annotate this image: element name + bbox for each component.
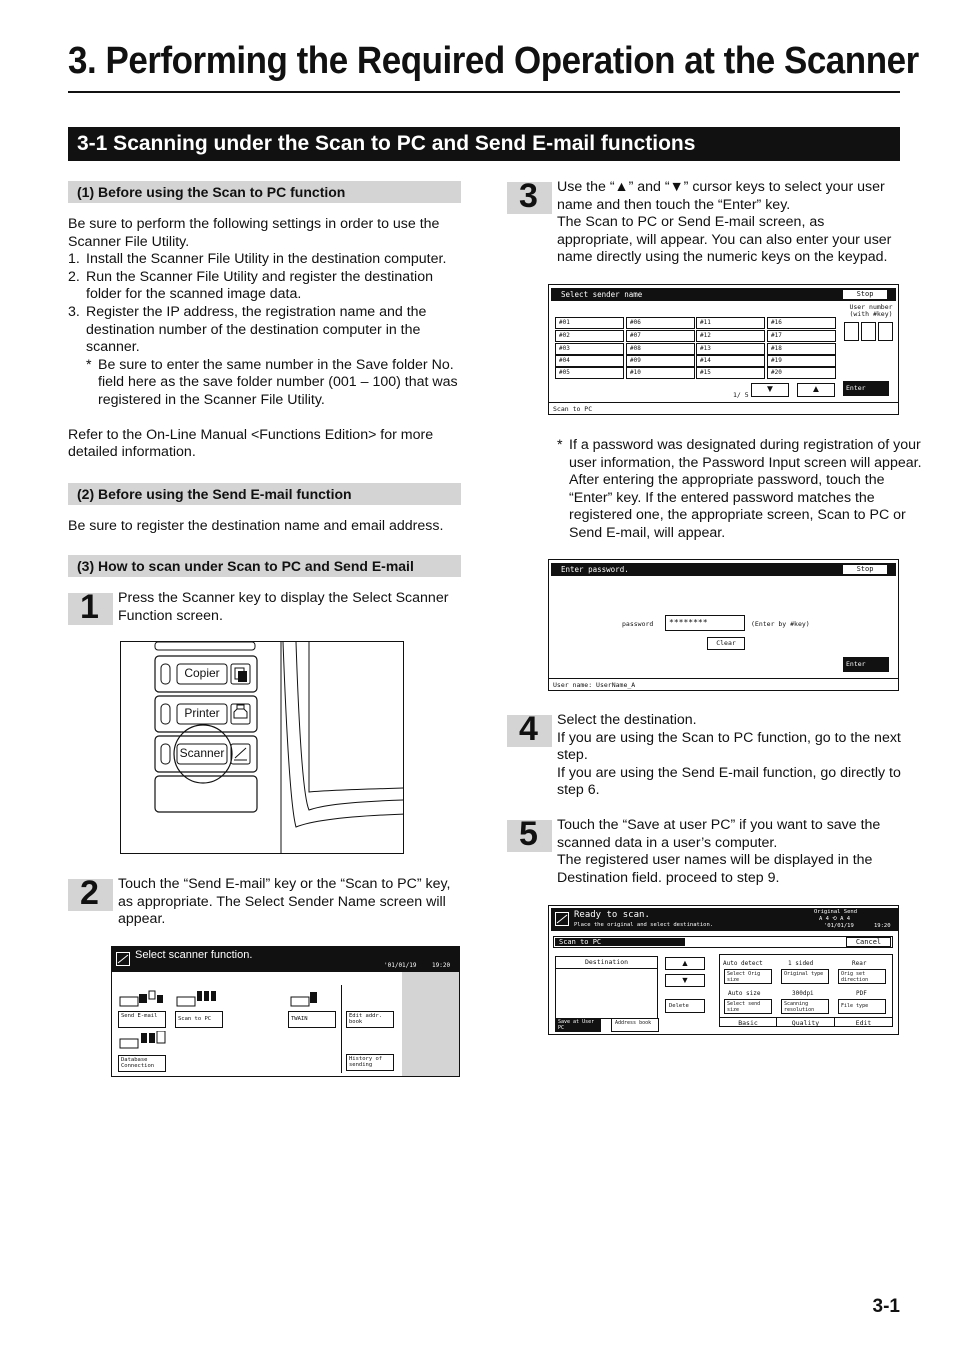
orig-set-direction-button[interactable]: Orig set direction — [838, 969, 886, 984]
screen-footer: User name: UserName_A — [553, 681, 636, 689]
sender-name-button[interactable]: #06 — [626, 317, 695, 329]
subsection-heading-1: (1) Before using the Scan to PC function — [68, 181, 461, 203]
panel-frame — [121, 642, 404, 854]
sender-name-button[interactable]: #13 — [696, 343, 765, 355]
step-number: 2 — [68, 879, 113, 911]
dpi-value: 300dpi — [792, 990, 814, 997]
screen-header: Enter password. Stop — [551, 563, 896, 576]
step3-note: * If a password was designated during registration of your user information, the Password Input screen will appear. After entering the appropriate password, touch the “Enter” key. If the entered password matches the registered one, the appropriate screen, Scan to PC or Send E-mail, will appear. — [557, 437, 922, 541]
note: * Be sure to enter the same number in the Save folder No. field here as the save folder number (001 – 100) that was registered in the Scanner File Utility. — [86, 356, 458, 408]
sender-name-button[interactable]: #04 — [555, 355, 624, 367]
sender-name-button[interactable]: #02 — [555, 330, 624, 342]
digit-box — [844, 322, 859, 341]
step-number: 1 — [68, 593, 113, 625]
sender-name-button[interactable]: #17 — [767, 330, 836, 342]
history-of-sending-button[interactable]: History of sending — [346, 1054, 394, 1071]
step-text: Touch the “Save at user PC” if you want to save the scanned data in a user’s computer. The registered user names will be displayed in the Destination field. proceed to step 9. — [557, 817, 881, 886]
screen-header: Ready to scan. Place the original and select destination. Original Send A 4 ⟲ A 4 '01/01/19 19:20 — [551, 908, 898, 931]
sender-name-button[interactable]: #12 — [696, 330, 765, 342]
section-heading: 3-1 Scanning under the Scan to PC and Send E-mail functions — [68, 127, 900, 161]
copier-key-label: Copier — [184, 666, 220, 680]
up-arrow-button[interactable]: ▲ — [797, 383, 835, 397]
cancel-button[interactable]: Cancel — [846, 937, 891, 947]
auto-size-value: Auto size — [728, 990, 761, 997]
sender-name-button[interactable]: #01 — [555, 317, 624, 329]
up-arrow-button[interactable]: ▲ — [665, 957, 705, 970]
subsection-heading-2: (2) Before using the Send E-mail function — [68, 483, 461, 505]
twain-button[interactable]: TWAIN — [288, 1011, 336, 1028]
sender-name-button[interactable]: #19 — [767, 355, 836, 367]
password-field[interactable]: ******** — [665, 615, 745, 631]
screen-header: Select scanner function. '01/01/19 19:20 — [112, 947, 459, 972]
select-sender-name-screen — [548, 284, 899, 415]
auto-detect-value: Auto detect — [723, 960, 763, 967]
control-panel-illustration — [120, 641, 404, 854]
save-at-user-pc-button[interactable]: Save at User PC — [555, 1018, 601, 1032]
step-text: Press the Scanner key to display the Select Scanner Function screen. — [118, 590, 449, 624]
scanning-resolution-button[interactable]: Scanning resolution — [781, 999, 829, 1014]
send-email-button[interactable]: Send E-mail — [118, 1011, 166, 1028]
settings-panel — [719, 954, 893, 1027]
screen-footer: Scan to PC — [553, 405, 593, 413]
address-book-button[interactable]: Address book — [611, 1018, 659, 1032]
select-orig-size-button[interactable]: Select Orig size — [724, 969, 772, 984]
stop-button[interactable]: Stop — [843, 290, 887, 299]
sender-name-button[interactable]: #15 — [696, 367, 765, 379]
list-item: 3. Register the IP address, the registration name and the destination number of the destination computer in the scanner. — [68, 303, 427, 356]
ready-to-scan-screen — [548, 905, 899, 1035]
down-arrow-button[interactable]: ▼ — [665, 974, 705, 987]
side-panel — [402, 972, 459, 1076]
select-send-size-button[interactable]: Select send size — [724, 999, 772, 1014]
sender-name-button[interactable]: #18 — [767, 343, 836, 355]
step-text: Touch the “Send E-mail” key or the “Scan to PC” key, as appropriate. The Select Sender Name screen will appear. — [118, 876, 451, 928]
intro-text: Be sure to perform the following settings in order to use the Scanner File Utility. — [68, 216, 440, 250]
step-number: 5 — [507, 820, 552, 852]
down-arrow-button[interactable]: ▼ — [751, 383, 789, 397]
sender-name-button[interactable]: #14 — [696, 355, 765, 367]
step-text: Use the “▲” and “▼” cursor keys to select your user name and then touch the “Enter” key. The Scan to PC or Send E-mail screen, as appropriate, will appear. You can also enter your user name directly using the numeric keys on the keypad. — [557, 179, 892, 266]
sender-name-button[interactable]: #05 — [555, 367, 624, 379]
mode-label: Scan to PC — [555, 938, 685, 946]
stop-button[interactable]: Stop — [843, 565, 887, 574]
scan-to-pc-button[interactable]: Scan to PC — [175, 1011, 223, 1028]
enter-password-screen — [548, 559, 899, 691]
tab-basic[interactable]: Basic — [720, 1017, 777, 1027]
sender-name-button[interactable]: #08 — [626, 343, 695, 355]
page-number: 3-1 — [872, 1296, 900, 1317]
destination-header: Destination — [556, 957, 657, 969]
scanner-key-label: Scanner — [179, 746, 225, 760]
step-number: 4 — [507, 715, 552, 747]
step-text: Select the destination. If you are using the Scan to PC function, go to the next step. If you are using the Send E-mail function, go directly to step 6. — [557, 712, 901, 799]
destination-list[interactable] — [555, 956, 658, 1019]
tab-edit[interactable]: Edit — [835, 1017, 892, 1027]
user-number-label: User number (with #key) — [849, 303, 893, 318]
database-connection-button[interactable]: Database Connection — [118, 1055, 166, 1072]
page-indicator: 1/ 5 — [733, 391, 749, 399]
clear-button[interactable]: Clear — [707, 637, 745, 650]
screen-header: Select sender name Stop — [551, 288, 896, 301]
printer-key-label: Printer — [184, 706, 220, 720]
scanner-icon — [116, 952, 130, 966]
sender-name-button[interactable]: #09 — [626, 355, 695, 367]
sender-name-button[interactable]: #07 — [626, 330, 695, 342]
divider — [549, 678, 898, 679]
enter-button[interactable]: Enter — [843, 657, 889, 672]
refer-text: Refer to the On-Line Manual <Functions Edition> for more detailed information. — [68, 426, 434, 461]
tab-quality[interactable]: Quality — [777, 1017, 835, 1027]
title-rule — [68, 91, 900, 93]
password-hint: (Enter by #key) — [751, 620, 810, 628]
select-scanner-function-screen — [111, 946, 460, 1077]
pdf-value: PDF — [856, 990, 867, 997]
digit-box — [861, 322, 876, 341]
enter-button[interactable]: Enter — [843, 381, 889, 396]
sender-name-button[interactable]: #10 — [626, 367, 695, 379]
divider — [341, 985, 342, 1073]
password-label: password — [622, 620, 654, 628]
step-number: 3 — [507, 182, 552, 214]
original-type-button[interactable]: Original type — [781, 969, 829, 984]
rear-value: Rear — [852, 960, 867, 967]
subsection-1-body — [68, 216, 463, 462]
divider — [549, 402, 898, 403]
sender-name-button[interactable]: #20 — [767, 367, 836, 379]
sender-name-button[interactable]: #03 — [555, 343, 624, 355]
sender-name-button[interactable]: #16 — [767, 317, 836, 329]
scanner-icon — [555, 912, 569, 926]
sender-name-button[interactable]: #11 — [696, 317, 765, 329]
edit-address-book-button[interactable]: Edit addr. book — [346, 1011, 394, 1028]
subsection-heading-3: (3) How to scan under Scan to PC and Send E-mail — [68, 555, 461, 577]
list-item: 1. Install the Scanner File Utility in the destination computer. — [68, 251, 447, 268]
digit-box — [878, 322, 893, 341]
sided-value: 1 sided — [788, 960, 814, 967]
mode-bar — [553, 936, 893, 948]
list-item: 2. Run the Scanner File Utility and register the destination folder for the scanned image data. — [68, 268, 433, 303]
page-title: 3. Performing the Required Operation at the Scanner — [68, 40, 919, 82]
file-type-button[interactable]: File type — [838, 999, 886, 1014]
subsection-2-body: Be sure to register the destination name and email address. — [68, 518, 444, 534]
delete-button[interactable]: Delete — [665, 999, 705, 1013]
